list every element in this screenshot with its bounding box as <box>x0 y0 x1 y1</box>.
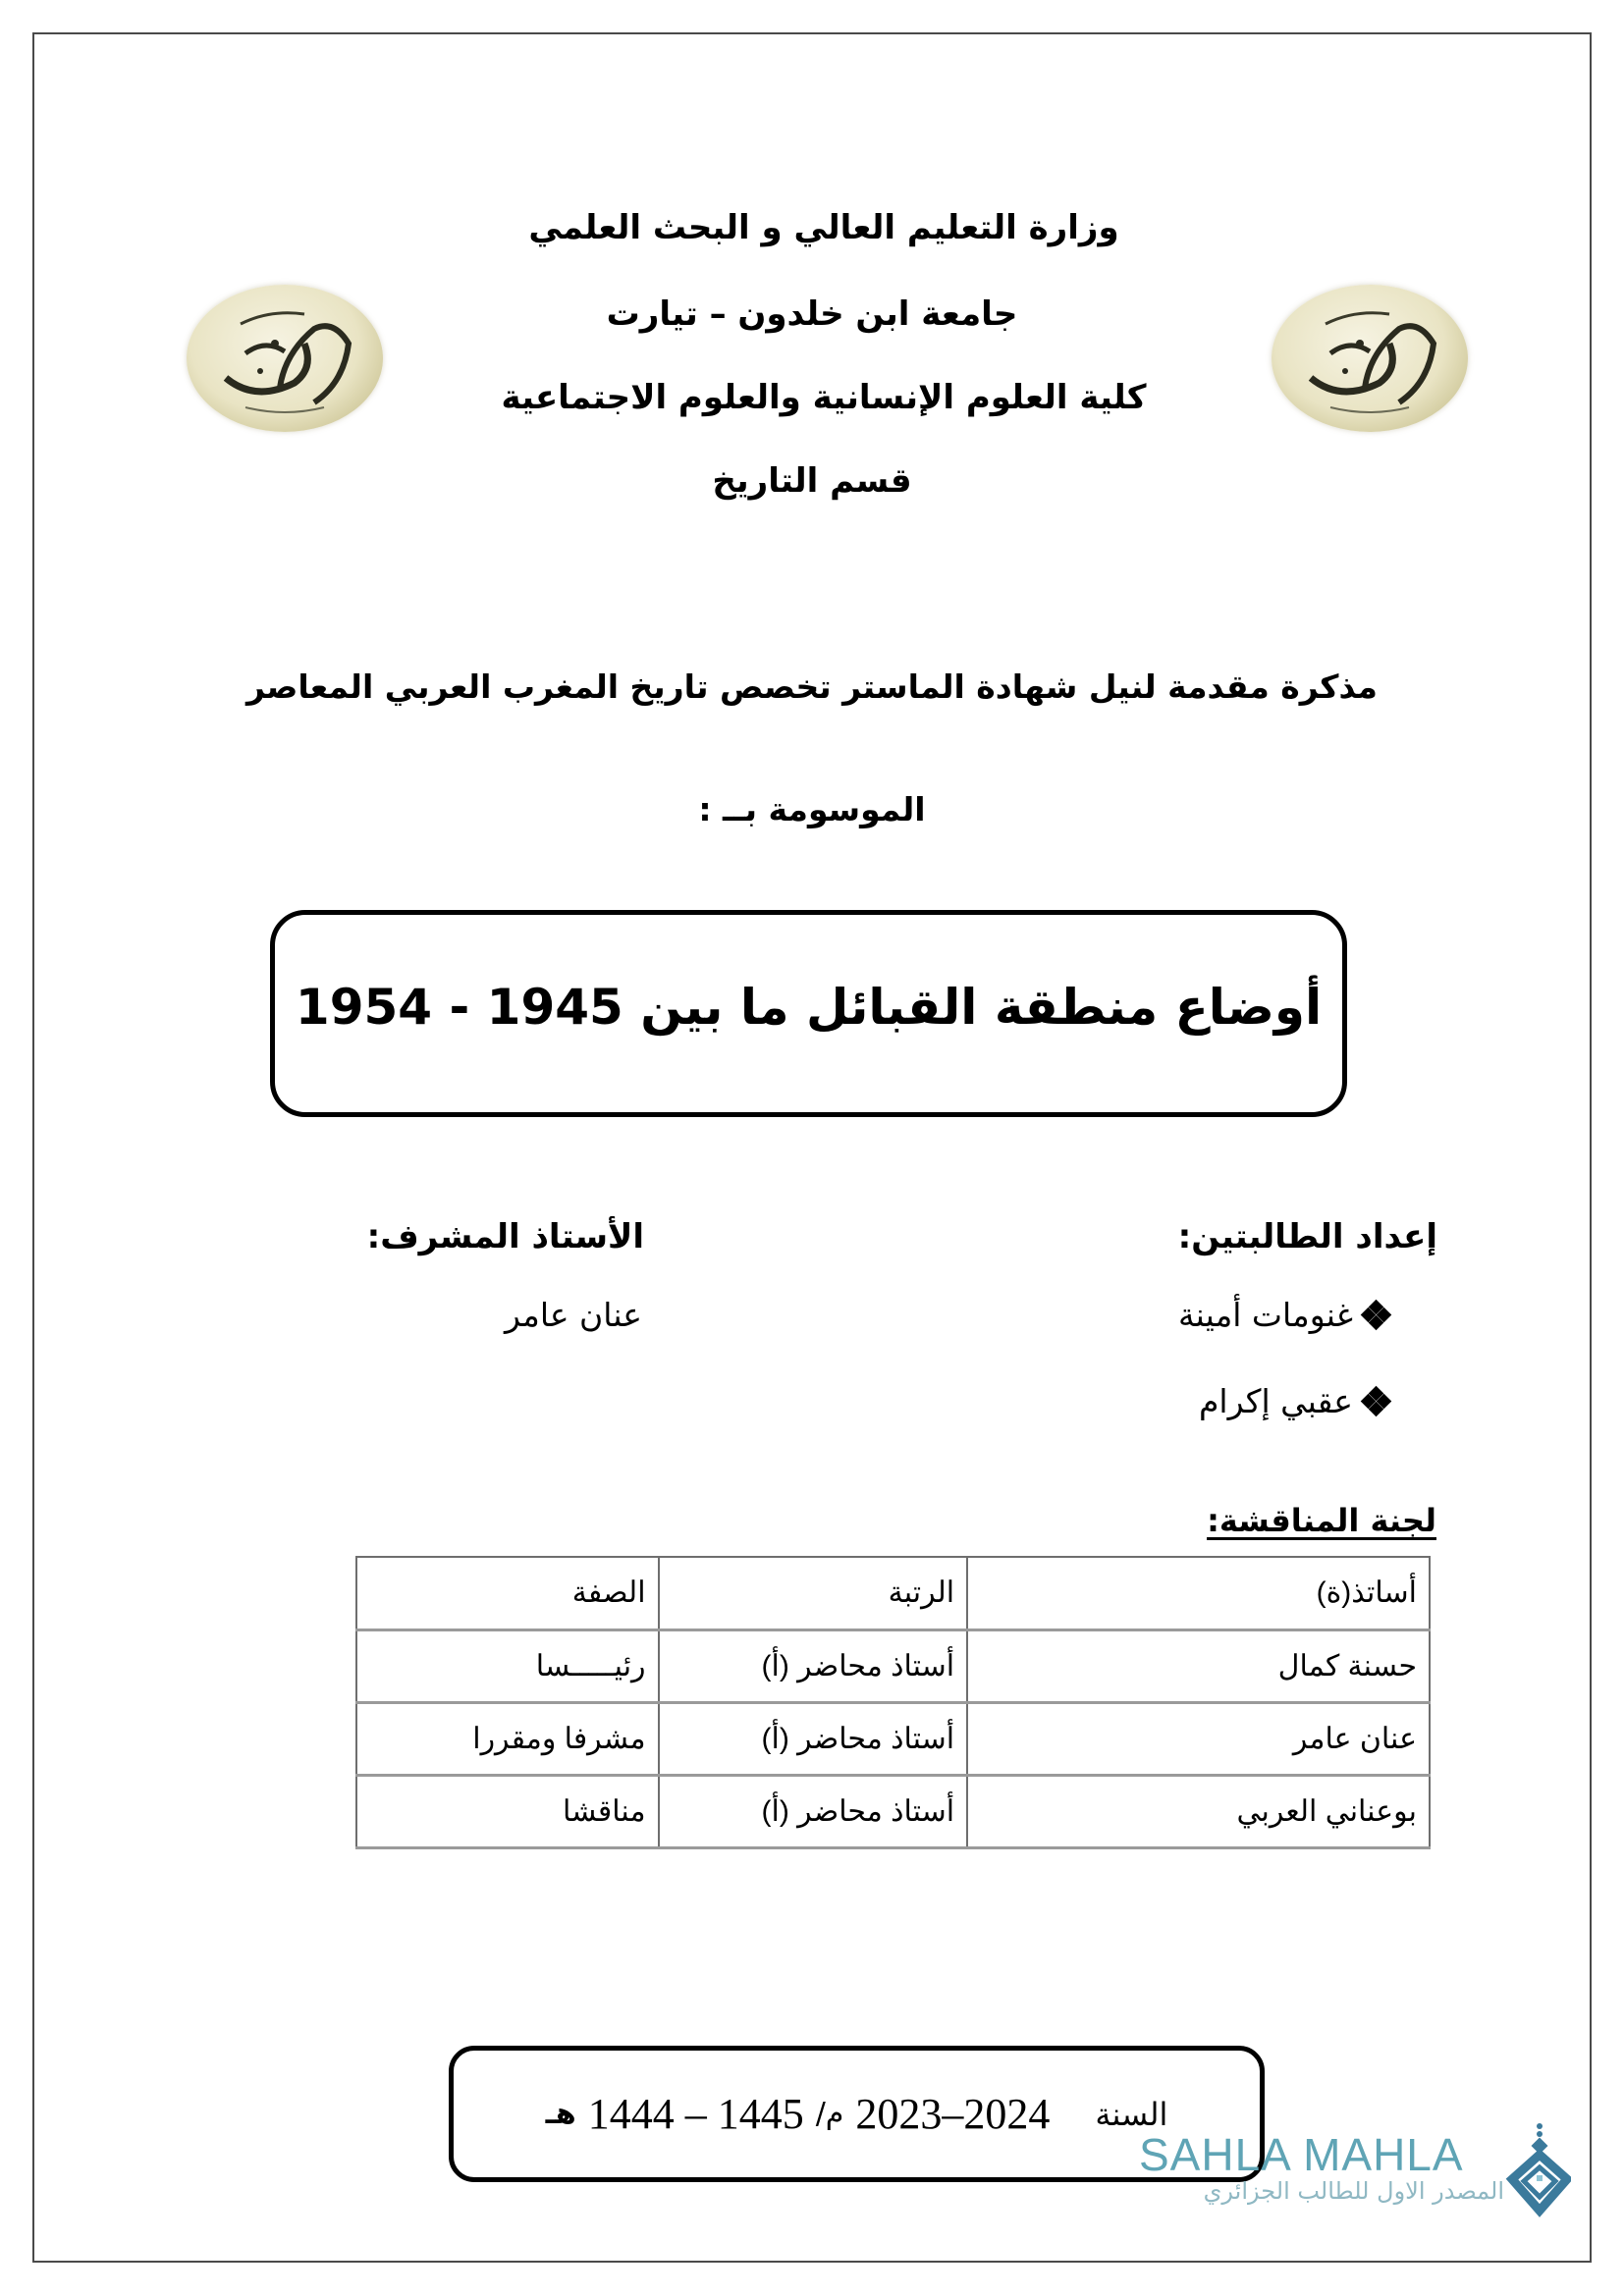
supervisor-name <box>505 1296 642 1334</box>
watermark-tagline: المصدر الاول للطالب الجزائري <box>1203 2177 1504 2205</box>
thesis-title-box <box>270 910 1347 1117</box>
students-label: إعداد الطالبتين: <box>1177 1217 1437 1256</box>
column-header-rank: الرتبة <box>659 1557 968 1629</box>
professor-role: مناقشا <box>356 1775 659 1847</box>
column-header-professor: أساتذ(ة) <box>967 1557 1430 1629</box>
supervisor-name-text: عنان عامر <box>504 1296 642 1334</box>
committee-table <box>355 1556 1431 1849</box>
department-name: قسم التاريخ <box>712 461 912 501</box>
university-name: جامعة ابن خلدون – تيارت <box>606 294 1018 334</box>
gregorian-suffix: م/ <box>815 2097 844 2131</box>
hijri-suffix: هـ <box>545 2097 576 2131</box>
thesis-title: أوضاع منطقة القبائل ما بين 1945 - 1954 <box>295 978 1323 1036</box>
student-name: عقبي إكرام <box>1198 1382 1353 1420</box>
supervisor-label: الأستاذ المشرف: <box>366 1217 644 1256</box>
thesis-description: مذكرة مقدمة لنيل شهادة الماستر تخصص تاريخ المغرب العربي المعاصر <box>246 667 1378 706</box>
faculty-name: كلية العلوم الإنسانية والعلوم الاجتماعية <box>501 378 1147 417</box>
diamond-bullet-icon <box>1363 1302 1390 1329</box>
professor-role: رئيـــــسا <box>356 1629 659 1702</box>
diamond-bullet-icon <box>1363 1388 1390 1415</box>
professor-name: عنان عامر <box>967 1702 1430 1775</box>
hijri-years: 1444 – 1445 <box>587 2090 804 2138</box>
gregorian-years: 2023–2024 <box>855 2090 1051 2138</box>
table-row <box>356 1629 1430 1702</box>
watermark-brand: SAHLA MAHLA <box>1139 2129 1464 2180</box>
table-row <box>356 1775 1430 1847</box>
professor-rank: أستاذ محاضر (أ) <box>659 1775 968 1847</box>
table-header-row <box>356 1557 1430 1629</box>
table-row <box>356 1702 1430 1775</box>
sahla-mahla-logo-icon <box>1502 2120 1571 2218</box>
column-header-role: الصفة <box>356 1557 659 1629</box>
student-name-2 <box>1199 1382 1390 1420</box>
professor-rank: أستاذ محاضر (أ) <box>659 1702 968 1775</box>
professor-name: بوعناني العربي <box>967 1775 1430 1847</box>
professor-role: مشرفا ومقررا <box>356 1702 659 1775</box>
student-name: غنومات أمينة <box>1177 1296 1353 1334</box>
student-name-1 <box>1178 1296 1390 1334</box>
professor-name: حسنة كمال <box>967 1629 1430 1702</box>
professor-rank: أستاذ محاضر (أ) <box>659 1629 968 1702</box>
year-label: السنة <box>1095 2095 1168 2133</box>
titled-label: الموسومة بــ : <box>698 790 926 828</box>
committee-heading: لجنة المناقشة: <box>1207 1502 1436 1539</box>
ministry-name: وزارة التعليم العالي و البحث العلمي <box>528 208 1119 247</box>
